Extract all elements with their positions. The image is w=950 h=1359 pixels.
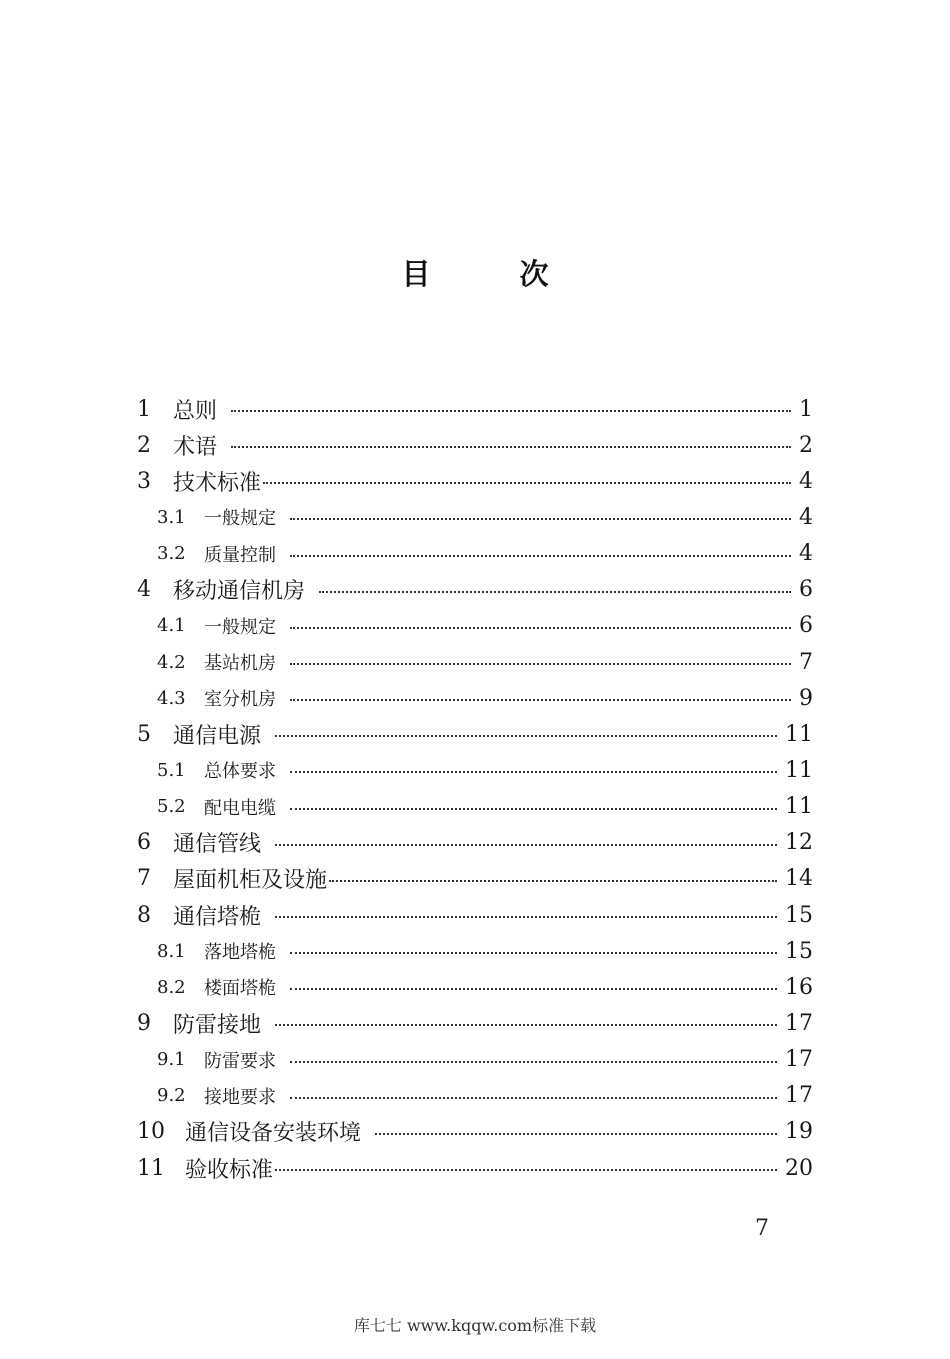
toc-leader-dots (263, 469, 791, 495)
toc-entry-5[interactable] (137, 716, 813, 752)
toc-leader-dots (290, 941, 777, 963)
table-of-contents (137, 391, 813, 1186)
toc-label: 总体要求 (204, 761, 276, 783)
toc-page: 7 (799, 649, 813, 675)
toc-label: 室分机房 (204, 689, 276, 711)
toc-leader-dots (290, 544, 791, 566)
toc-entry-3-2[interactable] (137, 536, 813, 572)
toc-label: 配电电缆 (204, 797, 276, 819)
toc-entry-9-2[interactable] (137, 1078, 813, 1114)
toc-leader-dots (275, 722, 777, 748)
toc-entry-5-2[interactable] (137, 789, 813, 825)
toc-leader-dots (275, 831, 777, 857)
toc-number: 2 (137, 432, 151, 458)
toc-label: 楼面塔桅 (204, 978, 276, 1000)
toc-entry-5-1[interactable] (137, 752, 813, 788)
toc-page: 4 (799, 468, 813, 494)
toc-number: 4.2 (157, 651, 186, 673)
toc-leader-dots (290, 761, 777, 783)
toc-page: 11 (785, 794, 813, 820)
toc-number: 5.2 (157, 796, 186, 818)
toc-leader-dots (290, 1086, 777, 1108)
toc-page: 9 (799, 685, 813, 711)
toc-label: 通信管线 (173, 832, 262, 858)
toc-page: 17 (785, 1010, 813, 1036)
toc-label: 移动通信机房 (173, 579, 306, 605)
toc-label: 总则 (173, 398, 218, 424)
toc-leader-dots (290, 652, 791, 674)
toc-label: 通信电源 (173, 723, 262, 749)
toc-number: 5 (137, 721, 151, 747)
toc-page: 14 (785, 866, 813, 892)
toc-number: 1 (137, 396, 151, 422)
footer-watermark-text: 库七七 www.kqqw.com标准下载 (353, 1316, 597, 1335)
toc-page: 1 (799, 396, 813, 422)
toc-page: 16 (785, 974, 813, 1000)
toc-label: 一般规定 (204, 508, 276, 530)
toc-label: 落地塔桅 (204, 942, 276, 964)
toc-number: 3.1 (157, 506, 186, 528)
toc-entry-8-1[interactable] (137, 933, 813, 969)
toc-number: 4.3 (157, 687, 186, 709)
toc-entry-8[interactable] (137, 897, 813, 933)
toc-page: 11 (785, 721, 813, 747)
toc-page: 19 (785, 1119, 813, 1145)
toc-number: 4.1 (157, 615, 186, 637)
toc-page: 2 (799, 432, 813, 458)
toc-leader-dots (275, 1156, 777, 1182)
toc-leader-dots (375, 1120, 777, 1146)
toc-entry-8-2[interactable] (137, 969, 813, 1005)
toc-entry-9-1[interactable] (137, 1042, 813, 1078)
toc-page: 17 (785, 1047, 813, 1073)
toc-entry-1[interactable] (137, 391, 813, 427)
toc-label: 接地要求 (204, 1086, 276, 1108)
toc-leader-dots (290, 797, 777, 819)
toc-number: 3.2 (157, 543, 186, 565)
toc-entry-3-1[interactable] (137, 499, 813, 535)
toc-entry-11[interactable] (137, 1150, 813, 1186)
page-number: 7 (755, 1216, 769, 1241)
toc-label: 术语 (173, 434, 218, 460)
toc-number: 4 (137, 577, 151, 603)
toc-entry-3[interactable] (137, 463, 813, 499)
toc-number: 9.2 (157, 1085, 186, 1107)
toc-entry-4[interactable] (137, 572, 813, 608)
toc-number: 3 (137, 468, 151, 494)
toc-leader-dots (290, 508, 791, 530)
toc-label: 基站机房 (204, 653, 276, 675)
toc-page: 6 (799, 577, 813, 603)
toc-leader-dots (275, 903, 777, 929)
toc-label: 一般规定 (204, 616, 276, 638)
toc-leader-dots (290, 978, 777, 1000)
toc-number: 8.1 (157, 940, 186, 962)
toc-leader-dots (290, 616, 791, 638)
toc-number: 8.2 (157, 976, 186, 998)
toc-page: 20 (785, 1155, 813, 1181)
toc-label: 验收标准 (185, 1157, 274, 1183)
toc-label: 防雷要求 (204, 1050, 276, 1072)
toc-number: 9 (137, 1010, 151, 1036)
toc-page: 4 (799, 541, 813, 567)
toc-number: 5.1 (157, 759, 186, 781)
toc-label: 通信设备安装环境 (185, 1121, 362, 1147)
toc-label: 屋面机柜及设施 (173, 868, 328, 894)
toc-entry-10[interactable] (137, 1114, 813, 1150)
toc-leader-dots (231, 397, 791, 423)
toc-number: 6 (137, 830, 151, 856)
toc-leader-dots (290, 1050, 777, 1072)
toc-leader-dots (290, 688, 791, 710)
toc-label: 质量控制 (204, 544, 276, 566)
toc-leader-dots (329, 867, 777, 893)
toc-number: 8 (137, 902, 151, 928)
toc-number: 11 (137, 1155, 165, 1181)
toc-entry-4-3[interactable] (137, 680, 813, 716)
toc-number: 9.1 (157, 1049, 186, 1071)
toc-page: 12 (785, 830, 813, 856)
toc-entry-2[interactable] (137, 427, 813, 463)
toc-page: 11 (785, 757, 813, 783)
page-title: 目 次 (401, 257, 579, 291)
toc-label: 防雷接地 (173, 1012, 262, 1038)
toc-label: 通信塔桅 (173, 904, 262, 930)
toc-entry-4-2[interactable] (137, 644, 813, 680)
toc-entry-7[interactable] (137, 861, 813, 897)
toc-label: 技术标准 (173, 470, 262, 496)
toc-page: 15 (785, 938, 813, 964)
toc-entry-9[interactable] (137, 1005, 813, 1041)
toc-number: 10 (137, 1119, 165, 1145)
toc-entry-6[interactable] (137, 825, 813, 861)
toc-page: 17 (785, 1083, 813, 1109)
toc-number: 7 (137, 866, 151, 892)
toc-page: 15 (785, 902, 813, 928)
toc-leader-dots (319, 578, 791, 604)
toc-page: 6 (799, 613, 813, 639)
toc-entry-4-1[interactable] (137, 608, 813, 644)
toc-leader-dots (275, 1011, 777, 1037)
toc-page: 4 (799, 504, 813, 530)
toc-leader-dots (231, 433, 791, 459)
